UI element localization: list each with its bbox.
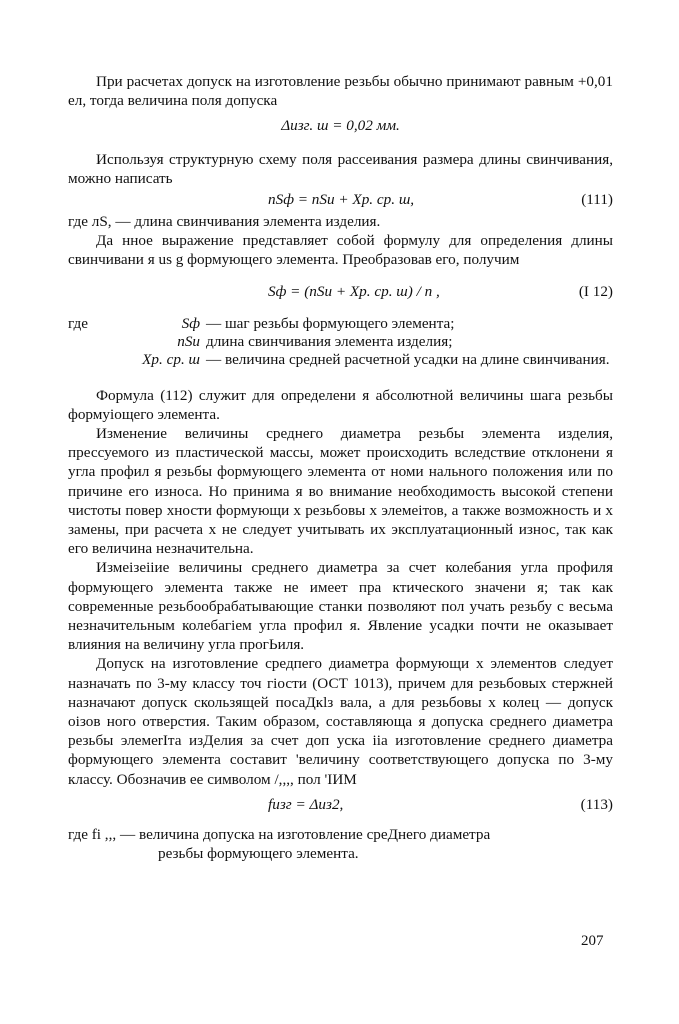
paragraph-3: где лS, — длина свинчивания элемента изделия. xyxy=(68,213,381,231)
definition-text: — шаг резьбы формующего элемента; xyxy=(206,314,455,332)
paragraph-8: Допуск на изготовление средпего диаметра формующи х элементов следует назначать по 3-му классу точ гiости (ОСТ 1013), причем для резьбовых стержней назначают допуск скользящей посаДкlз вала, а для резьбовы х колец — допуск оiзов ного отверстия. Таким образом, составляюща я допуска среднего диаметра резьбы элемеrIта изДелия за счет доп уска iiа изготовление среднего диаметра формующего элемента составит 'величину соответствующего допуска по 3-му классу. Обозначив ее символом /,,,, пол 'IИМ xyxy=(68,655,613,788)
paragraph-6: Изменение величины среднего диаметра резьбы элемента изделия, прессуемого из пластической массы, может происходить вследствие отклонени я угла профил я резьбы формующего элемента от номи нального положения или по причине его износа. Но принима я во внимание необходимость высокой степени чистоты повер хности формующи х резьбовы х элемеiтов, а также возможность и х замены, при расчета х не следует учитывать их эксплуатационный износ, так как его величина незначительна. xyxy=(68,425,613,558)
formula-111 xyxy=(68,188,613,212)
where-label: где xyxy=(68,314,88,332)
paragraph-4: Да нное выражение представляет собой формулу для определения длины свинчивани я us g формующего элемента. Преобразовав его, получим xyxy=(68,232,613,269)
formula-112 xyxy=(68,270,613,314)
definition-symbol: Sф xyxy=(181,314,200,332)
paragraph-1: При расчетах допуск на изготовление резьбы обычно принимают равным +0,01 ел, тогда величина поля допуска xyxy=(68,73,613,110)
document-page xyxy=(68,72,613,863)
definition-row xyxy=(108,350,613,369)
paragraph-9-continuation: резьбы формующего элемента. xyxy=(158,845,359,863)
formula-111-expression: nSф = nSи + Xр. ср. ш, xyxy=(268,191,415,209)
page-number: 207 xyxy=(581,933,604,949)
formula-112-number: (I 12) xyxy=(578,282,613,300)
formula-113-number: (113) xyxy=(580,795,613,813)
formula-111-number: (111) xyxy=(581,191,613,209)
formula-112-expression: Sф = (nSи + Xр. ср. ш) / n , xyxy=(268,282,440,300)
paragraph-5: Формула (112) служит для определени я абсолютной величины шага резьбы формуiощего элемента. xyxy=(68,386,613,423)
definition-symbol: nSи xyxy=(177,332,200,350)
formula-113-expression: fизг = Δиз2, xyxy=(268,795,344,813)
paragraph-7: Измеiзеiiие величины среднего диаметра за счет колебания угла профиля формующего элемента также не имеет пра ктического значени я; так как современные резьбообрабатывающие станки позволяют пол учать резьбу с весьма незначительным колебагiем угла профил я. Явление усадки почти не оказывает влияния на величину угла прогЬиля. xyxy=(68,559,613,654)
definition-symbol: Xр. ср. ш xyxy=(142,350,200,368)
definition-text: длина свинчивания элемента изделия; xyxy=(206,332,453,350)
definition-text: — величина средней расчетной усадки на длине свинчивания. xyxy=(206,350,610,368)
paragraph-9: где fi ,,, — величина допуска на изготовление среДнего диаметра xyxy=(68,825,491,843)
definition-row xyxy=(108,314,613,333)
formula-tolerance: Δизг. ш = 0,02 мм. xyxy=(281,117,400,135)
definition-row xyxy=(108,332,613,351)
formula-113 xyxy=(68,789,613,825)
paragraph-2: Используя структурную схему поля рассеивания размера длины свинчивания, можно написать xyxy=(68,150,613,187)
symbol-definitions xyxy=(68,314,613,386)
